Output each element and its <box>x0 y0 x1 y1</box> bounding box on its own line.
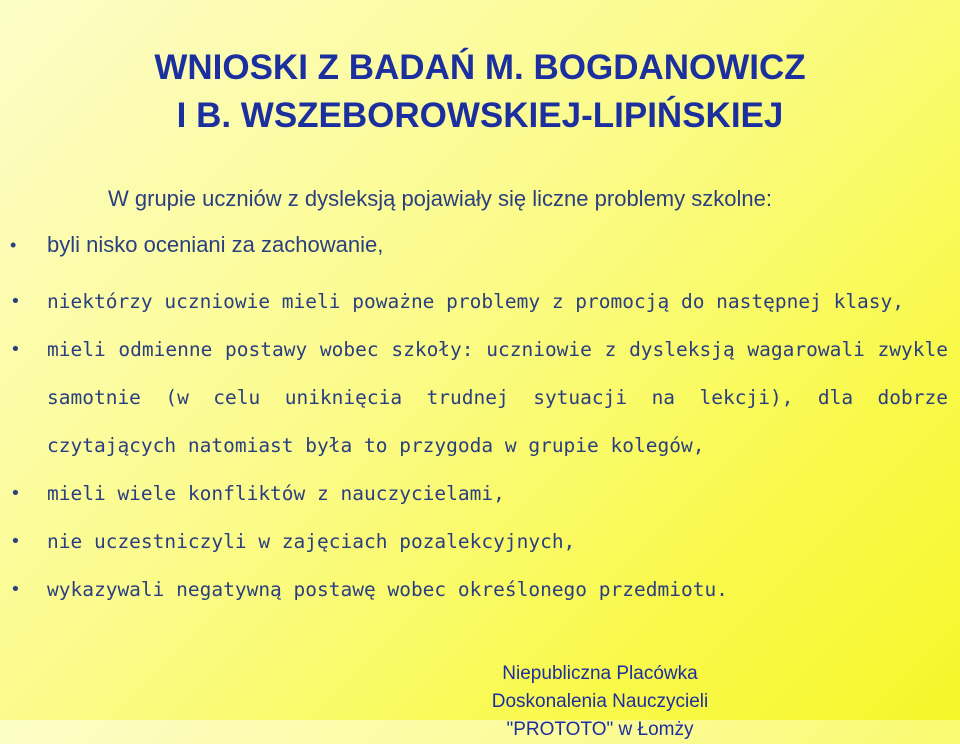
bullet-list <box>0 230 960 614</box>
title-line-2: I B. WSZEBOROWSKIEJ-LIPIŃSKIEJ <box>176 96 784 135</box>
bullet-dot-icon: • <box>10 579 21 600</box>
bullet-item <box>0 230 960 260</box>
bullet-text: mieli odmienne postawy wobec szkoły: uczniowie z dysleksją wagarowali zwykle samotnie (w celu uniknięcia trudnej sytuacji na lekcji), dla dobrze czytających natomiast była to przygoda w grupie kolegów, <box>47 338 948 457</box>
bullet-dot-icon: • <box>10 291 21 312</box>
bullet-dot-icon: • <box>10 339 21 360</box>
footer-line-1: Niepubliczna Placówka <box>502 663 698 684</box>
bullet-text: wykazywali negatywną postawę wobec określonego przedmiotu. <box>47 578 728 601</box>
footer-line-3: "PROTOTO" w Łomży <box>506 719 694 740</box>
bullet-item <box>0 278 960 326</box>
bullet-item <box>0 518 960 566</box>
bullet-dot-icon: • <box>10 531 21 552</box>
bullet-item <box>0 470 960 518</box>
bullet-item <box>0 326 960 470</box>
footer-institution <box>300 660 900 744</box>
footer-line-2: Doskonalenia Nauczycieli <box>491 691 709 712</box>
bullet-dot-icon: • <box>10 235 17 255</box>
bullet-text: nie uczestniczyli w zajęciach pozalekcyjnych, <box>47 530 576 553</box>
title-line-1: WNIOSKI Z BADAŃ M. BOGDANOWICZ <box>154 48 806 87</box>
intro-text: W grupie uczniów z dysleksją pojawiały się liczne problemy szkolne: <box>108 186 772 211</box>
bullet-text: mieli wiele konfliktów z nauczycielami, <box>47 482 505 505</box>
bullet-text: niektórzy uczniowie mieli poważne problemy z promocją do następnej klasy, <box>47 290 905 313</box>
slide-title <box>0 44 960 140</box>
bullet-item <box>0 566 960 614</box>
bullet-text: byli nisko oceniani za zachowanie, <box>47 232 384 257</box>
bullet-dot-icon: • <box>10 483 21 504</box>
